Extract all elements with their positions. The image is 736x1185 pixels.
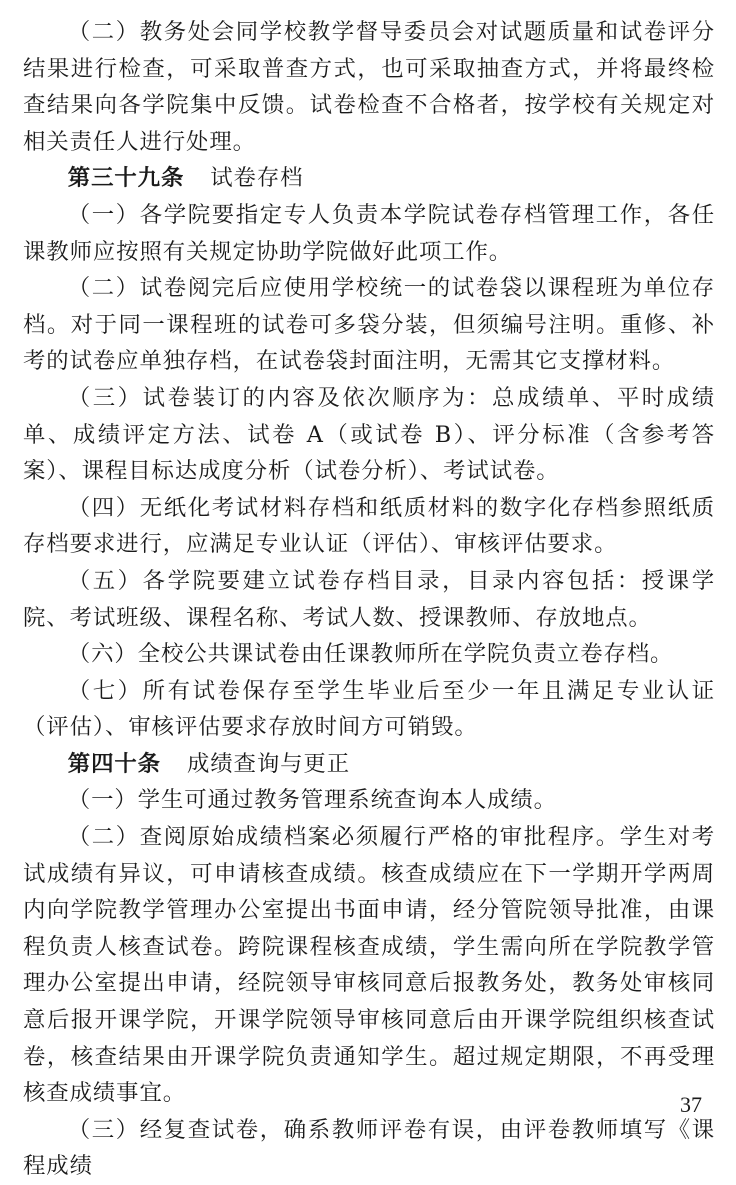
article-40-number: 第四十条 xyxy=(67,750,161,777)
article-40-heading xyxy=(23,746,715,783)
article-39-number: 第三十九条 xyxy=(67,165,185,192)
document-body xyxy=(23,14,715,1185)
paragraph-grade-query: （一）学生可通过教务管理系统查询本人成绩。 xyxy=(67,787,557,814)
paragraph-retention-period: （七）所有试卷保存至学生毕业后至少一年且满足专业认证（评估）、审核评估要求存放时间方可销毁。 xyxy=(23,677,715,741)
paragraph-archive-catalog: （五）各学院要建立试卷存档目录，目录内容包括：授课学院、考试班级、课程名称、考试人数、授课教师、存放地点。 xyxy=(23,567,715,631)
page-number: 37 xyxy=(680,1092,702,1117)
paragraph-grade-review: （二）查阅原始成绩档案必须履行严格的审批程序。学生对考试成绩有异议，可申请核查成绩。核查成绩应在下一学期开学两周内向学院教学管理办公室提出书面申请，经分管院领导批准，由课程负责人核查试卷。跨院课程核查成绩，学生需向所在学院教学管理办公室提出申请，经院领导审核同意后报教务处，教务处审核同意后报开课学院，开课学院领导审核同意后由开课学院组织核查试卷，核查结果由开课学院负责通知学生。超过规定期限，不再受理核查成绩事宜。 xyxy=(23,824,715,1107)
paragraph-archive-bags: （二）试卷阅完后应使用学校统一的试卷袋以课程班为单位存档。对于同一课程班的试卷可多袋分装，但须编号注明。重修、补考的试卷应单独存档，在试卷袋封面注明，无需其它支撑材料。 xyxy=(23,275,715,375)
article-39-heading xyxy=(23,160,715,197)
paragraph-binding-order: （三）试卷装订的内容及依次顺序为：总成绩单、平时成绩单、成绩评定方法、试卷 A（或试卷 B）、评分标准（含参考答案）、课程目标达成度分析（试卷分析）、考试试卷。 xyxy=(23,384,715,485)
paragraph-paperless-archive: （四）无纸化考试材料存档和纸质材料的数字化存档参照纸质存档要求进行，应满足专业认证（评估）、审核评估要求。 xyxy=(23,494,715,558)
paragraph-inspection-feedback: （二）教务处会同学校教学督导委员会对试题质量和试卷评分结果进行检查，可采取普查方式，也可采取抽查方式，并将最终检查结果向各学院集中反馈。试卷检查不合格者，按学校有关规定对相关责任人进行处理。 xyxy=(23,19,715,155)
paragraph-grade-correction: （三）经复查试卷，确系教师评卷有误，由评卷教师填写《课程成绩 xyxy=(23,1116,715,1180)
article-39-title: 试卷存档 xyxy=(210,165,304,192)
paragraph-public-course-archive: （六）全校公共课试卷由任课教师所在学院负责立卷存档。 xyxy=(67,641,674,668)
paragraph-archive-staff: （一）各学院要指定专人负责本学院试卷存档管理工作，各任课教师应按照有关规定协助学院做好此项工作。 xyxy=(23,201,715,265)
article-40-title: 成绩查询与更正 xyxy=(186,750,351,777)
